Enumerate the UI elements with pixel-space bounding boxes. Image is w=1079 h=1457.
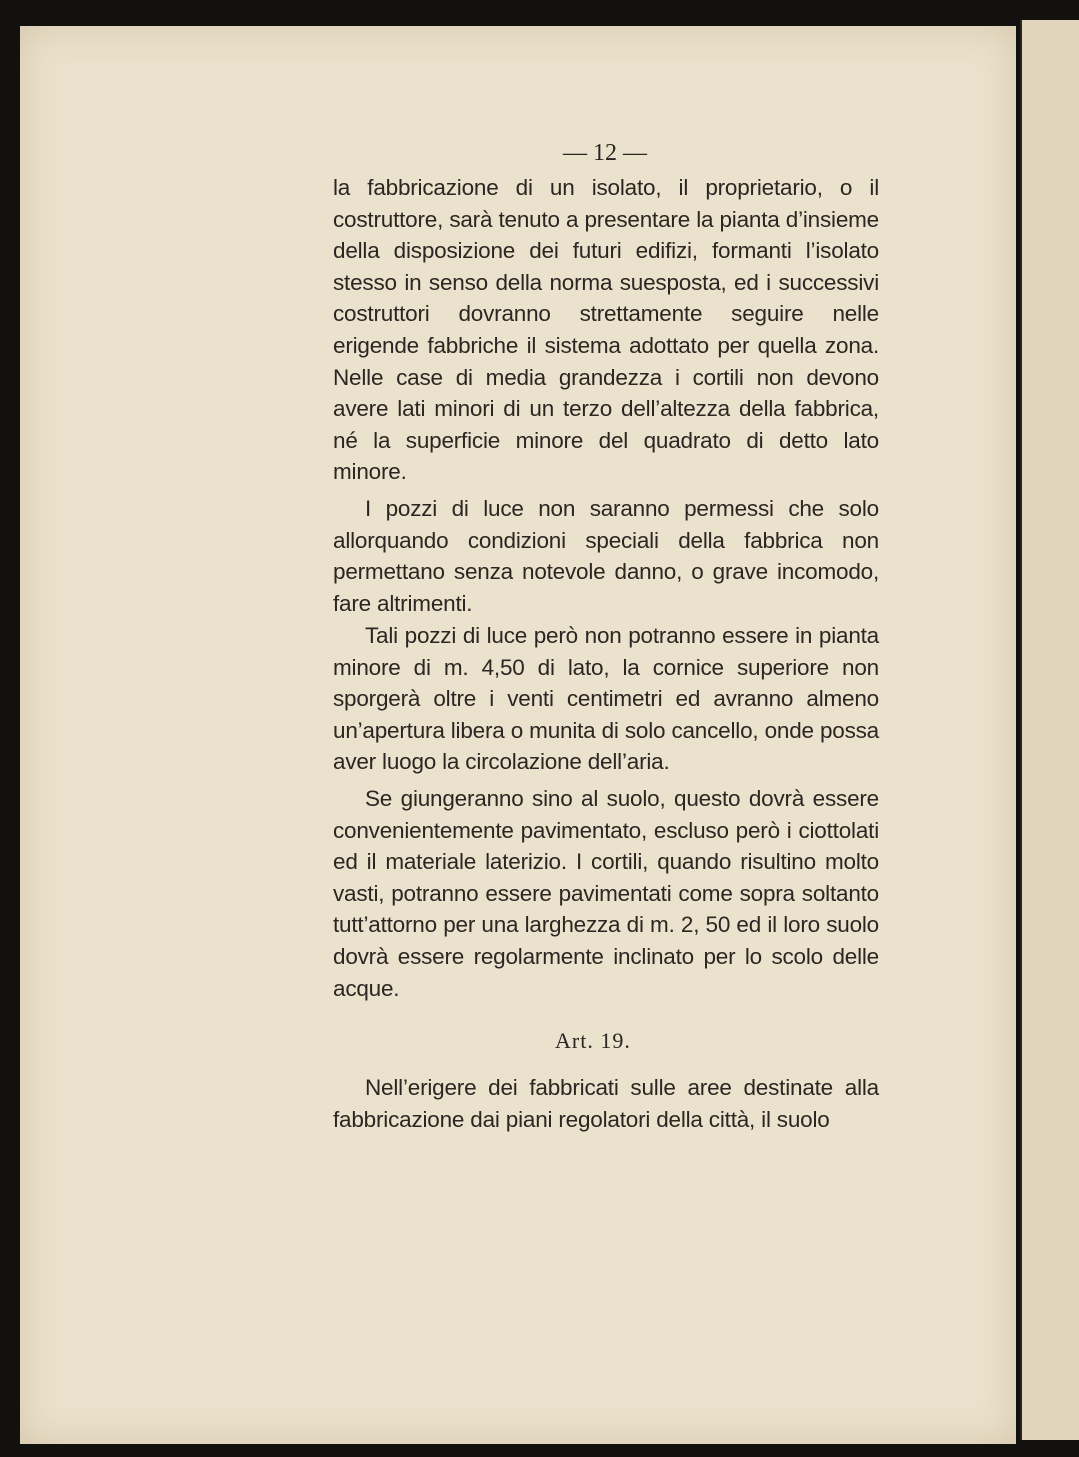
paragraph-3: Tali pozzi di luce però non potranno essere in pianta minore di m. 4,50 di lato, la cornice superiore non sporgerà oltre i venti centimetri ed avranno almeno un’apertura libera o munita di solo cancello, onde possa aver luogo la circolazione dell’aria. [333, 623, 879, 775]
adjacent-page-edge [1020, 20, 1079, 1440]
page-number: — 12 — [563, 140, 647, 166]
paragraph-5: Nell’erigere dei fabbricati sulle aree destinate alla fabbricazione dai piani regolatori della città, il suolo [333, 1075, 879, 1132]
paragraph-2: I pozzi di luce non saranno permessi che solo allorquando condizioni speciali della fabbrica non permettano senza notevole danno, o grave incomodo, fare altrimenti. [333, 496, 879, 616]
article-heading: Art. 19. [555, 1028, 631, 1053]
paragraph-1: la fabbricazione di un isolato, il proprietario, o il costruttore, sarà tenuto a presentare la pianta d’insieme della disposizione dei futuri edifizi, formanti l’isolato stesso in senso della norma suesposta, ed i successivi costruttori dovranno strettamente seguire nelle erigende fabbriche il sistema adottato per quella zona. Nelle case di media grandezza i cortili non devono avere lati minori di un terzo dell’altezza della fabbrica, né la superficie minore del quadrato di detto lato minore. [333, 175, 879, 485]
paragraph-4: Se giungeranno sino al suolo, questo dovrà essere convenientemente pavimentato, escluso però i ciottolati ed il materiale laterizio. I cortili, quando risultino molto vasti, potranno essere pavimentati come sopra soltanto tutt’attorno per una larghezza di m. 2, 50 ed il loro suolo dovrà essere regolarmente inclinato per lo scolo delle acque. [333, 786, 879, 1001]
